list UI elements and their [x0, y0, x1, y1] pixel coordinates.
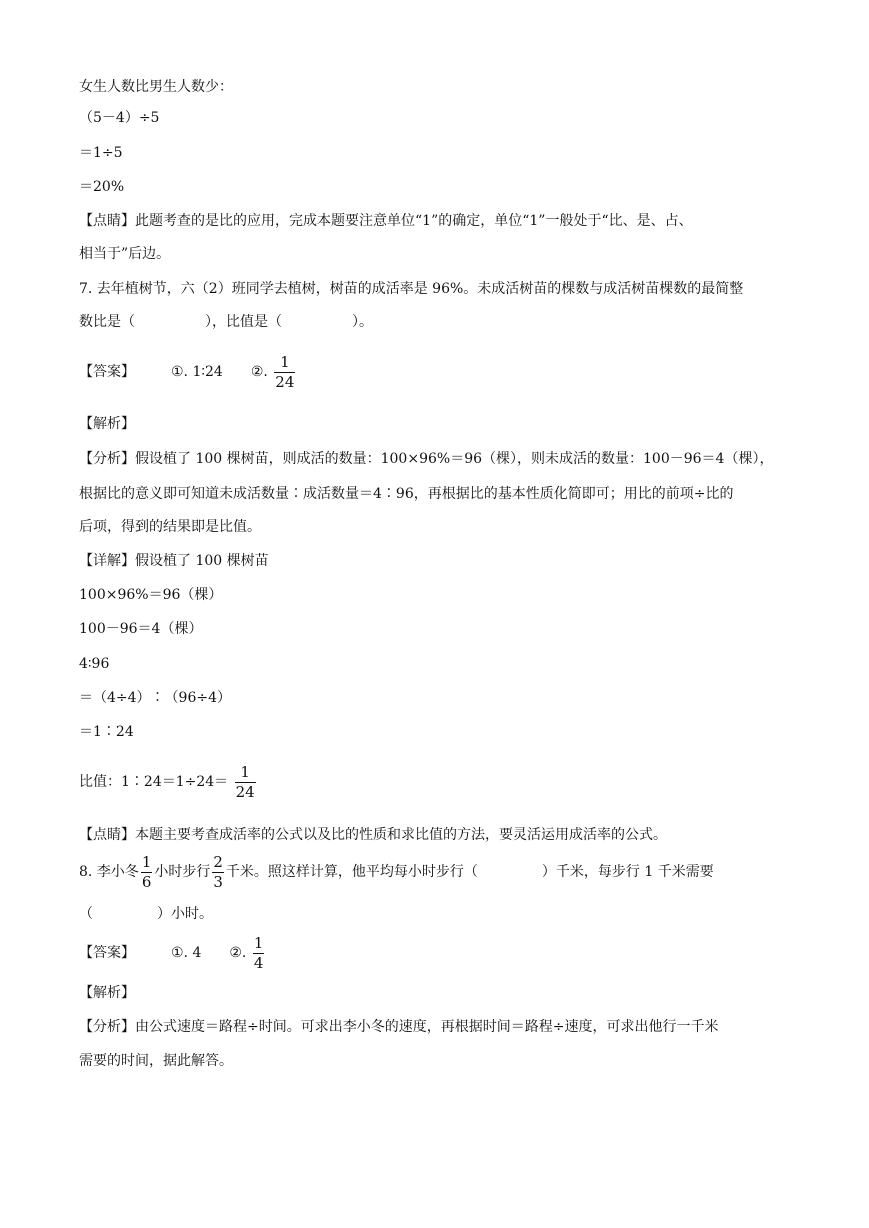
- formula-line: ＝1÷5: [79, 145, 123, 161]
- fraction: $\frac{1}{6}$: [141, 852, 152, 891]
- formula-line: ＝20%: [79, 179, 125, 195]
- formula-line: （5－4）÷5: [79, 110, 160, 126]
- question-7-stem-cont: 数比是（ ），比值是（ ）。: [79, 314, 373, 330]
- question-8-answer: 【答案】 ①. 4 ②. $\frac{1}{4}$: [79, 933, 264, 972]
- text-line: 女生人数比男生人数少：: [79, 79, 233, 95]
- question-8-stem-cont: （ ）小时。: [79, 906, 213, 922]
- dianjing-line: 【点睛】此题考查的是比的应用，完成本题要注意单位“1”的确定，单位“1”一般处于“比、是、占、: [79, 213, 693, 229]
- question-7-stem: 7. 去年植树节，六（2）班同学去植树，树苗的成活率是 96%。未成活树苗的棵数与成活树苗棵数的最简整: [79, 281, 744, 297]
- fraction: $\frac{1}{4}$: [253, 933, 264, 972]
- jiexi-label: 【解析】: [79, 416, 135, 432]
- formula-line: 100×96%＝96（棵）: [79, 587, 223, 603]
- formula-line: ＝1∶24: [79, 724, 134, 740]
- formula-line: ＝（4÷4）∶（96÷4）: [79, 690, 231, 706]
- analysis-line: 【分析】假设植了 100 棵树苗，则成活的数量：100×96%＝96（棵），则未成活的数量：100－96＝4（棵），: [79, 451, 774, 467]
- detail-line: 【详解】假设植了 100 棵树苗: [79, 553, 269, 569]
- dianjing-line: 【点睛】本题主要考查成活率的公式以及比的性质和求比值的方法，要灵活运用成活率的公式。: [79, 827, 667, 843]
- analysis-line: 根据比的意义即可知道未成活数量∶成活数量＝4∶96，再根据比的基本性质化简即可；用比的前项÷比的: [79, 486, 734, 502]
- question-8-stem: 8. 李小冬 $\frac{1}{6}$ 小时步行 $\frac{2}{3}$ 千米。照这样计算，他平均每小时步行（ ）千米，每步行 1 千米需要: [79, 852, 714, 891]
- fraction: $\frac{1}{24}$: [275, 352, 295, 391]
- fraction: $\frac{1}{24}$: [235, 762, 255, 801]
- jiexi-label: 【解析】: [79, 985, 135, 1001]
- question-7-answer: 【答案】 ①. 1∶24 ②. $\frac{1}{24}$: [79, 352, 295, 391]
- analysis-line: 【分析】由公式速度＝路程÷时间。可求出李小冬的速度，再根据时间＝路程÷速度，可求出他行一千米: [79, 1019, 719, 1035]
- ratio-value-line: 比值：1∶24＝1÷24＝ $\frac{1}{24}$: [79, 762, 255, 801]
- text-line: 相当于”后边。: [79, 246, 171, 262]
- analysis-line: 需要的时间，据此解答。: [79, 1053, 233, 1069]
- fraction: $\frac{2}{3}$: [213, 852, 223, 891]
- formula-line: 100－96＝4（棵）: [79, 621, 203, 637]
- formula-line: 4∶96: [79, 656, 110, 672]
- analysis-line: 后项，得到的结果即是比值。: [79, 519, 261, 535]
